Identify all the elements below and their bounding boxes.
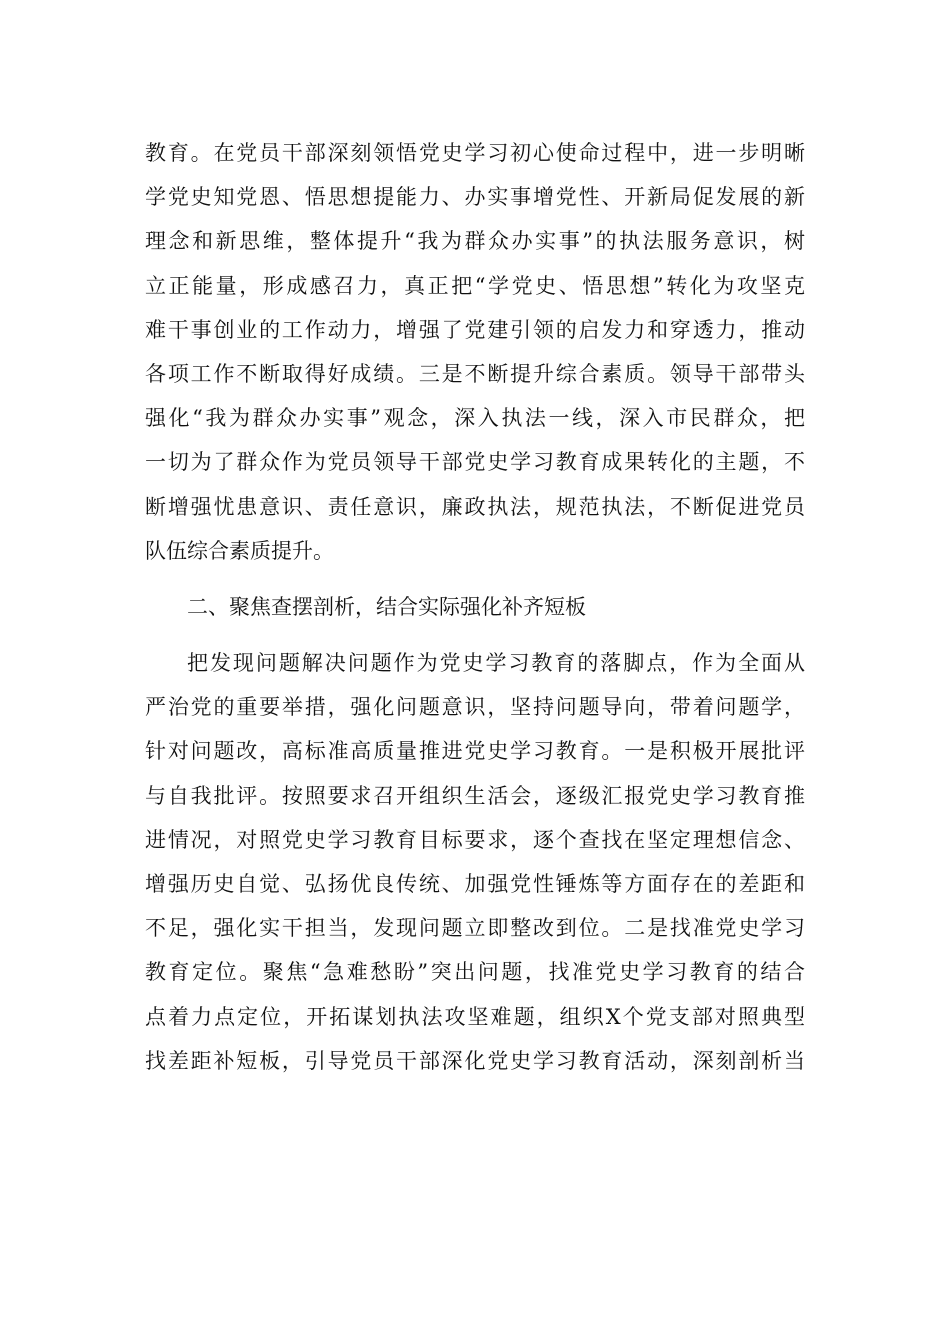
- heading-text: 二、聚焦查摆剖析，结合实际强化补齐短板: [187, 594, 586, 619]
- text-line: 队伍综合素质提升。: [145, 538, 334, 563]
- text-line: 点着力点定位，开拓谋划执法攻坚难题，组织X个党支部对照典型: [145, 1004, 805, 1029]
- text-line: 针对问题改，高标准高质量推进党史学习教育。一是积极开展批评: [145, 739, 805, 764]
- text-line: 难干事创业的工作动力，增强了党建引领的启发力和穿透力，推动: [145, 317, 805, 342]
- text-line: 强化“我为群众办实事”观念，深入执法一线，深入市民群众，把: [145, 406, 805, 431]
- text-line: 进情况，对照党史学习教育目标要求，逐个查找在坚定理想信念、: [145, 827, 805, 852]
- text-line: 一切为了群众作为党员领导干部党史学习教育成果转化的主题，不: [145, 450, 805, 475]
- text-line: 立正能量，形成感召力，真正把“学党史、悟思想”转化为攻坚克: [145, 273, 805, 298]
- text-line: 教育定位。聚焦“急难愁盼”突出问题，找准党史学习教育的结合: [145, 960, 805, 985]
- section-heading: [145, 585, 805, 629]
- text-line: 各项工作不断取得好成绩。三是不断提升综合素质。领导干部带头: [145, 361, 805, 386]
- paragraph-2: [145, 641, 805, 1083]
- text-line: 理念和新思维，整体提升“我为群众办实事”的执法服务意识，树: [145, 229, 805, 254]
- text-line: 断增强忧患意识、责任意识，廉政执法，规范执法，不断促进党员: [145, 494, 805, 519]
- text-line: 不足，强化实干担当，发现问题立即整改到位。二是找准党史学习: [145, 916, 805, 941]
- text-line: 找差距补短板，引导党员干部深化党史学习教育活动，深刻剖析当: [145, 1048, 805, 1073]
- text-line: 增强历史自觉、弘扬优良传统、加强党性锤炼等方面存在的差距和: [145, 872, 805, 896]
- text-line: 严治党的重要举措，强化问题意识，坚持问题导向，带着问题学，: [145, 695, 805, 720]
- text-line: 与自我批评。按照要求召开组织生活会，逐级汇报党史学习教育推: [145, 783, 805, 808]
- document-body: [145, 131, 805, 1083]
- text-line: 把发现问题解决问题作为党史学习教育的落脚点，作为全面从: [187, 651, 805, 676]
- text-line: 教育。在党员干部深刻领悟党史学习初心使命过程中，进一步明晰: [145, 141, 805, 165]
- paragraph-1: [145, 131, 805, 573]
- text-line: 学党史知党恩、悟思想提能力、办实事增党性、开新局促发展的新: [145, 185, 805, 210]
